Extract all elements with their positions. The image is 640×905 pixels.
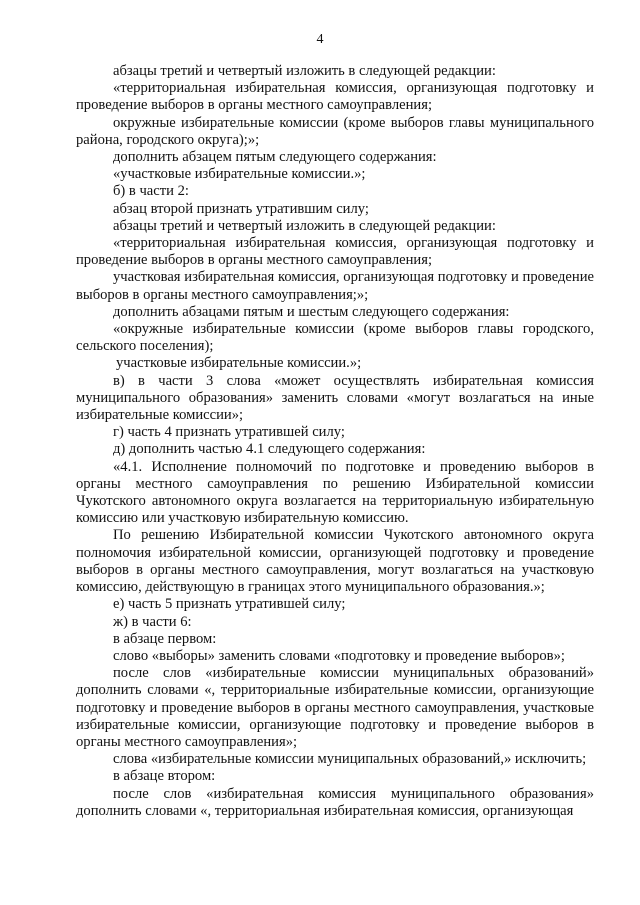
paragraph: б) в части 2: (113, 183, 189, 200)
paragraph: «территориальная избирательная комиссия, организующая подготовку и проведение выборов в органы местного самоуправления; (76, 235, 594, 269)
paragraph: окружные избирательные комиссии (кроме выборов главы муниципального района, городского округа);»; (76, 114, 594, 148)
paragraph: абзацы третий и четвертый изложить в следующей редакции: (113, 63, 496, 79)
paragraph: «окружные избирательные комиссии (кроме выборов главы городского, сельского поселения); (76, 321, 594, 355)
paragraph: в абзаце втором: (113, 768, 216, 785)
paragraph: в абзаце первом: (113, 630, 217, 647)
paragraph: По решению Избирательной комиссии Чукотского автономного округа полномочия избирательной комиссии, организующей подготовку и проведение выборов в органы местного самоуправления, могут возлагаться на участковую комиссию, действующую в границах этого муниципального образования.»; (76, 527, 594, 596)
paragraph: слово «выборы» заменить словами «подготовку и проведение выборов»; (113, 647, 565, 664)
paragraph: после слов «избирательные комиссии муниципальных образований» дополнить словами «, территориальные избирательные комиссии, организующие подготовку и проведение выборов в органы местного самоуправления, участковые избирательные комиссии, организующие подготовку и проведение выборов в органы местного самоуправления»; (76, 665, 594, 750)
paragraph: «4.1. Исполнение полномочий по подготовке и проведению выборов в органы местного самоуправления по решению Избирательной комиссии Чукотского автономного округа возлагается на территориальную избирательную комиссию или участковую избирательную комиссию. (76, 458, 594, 527)
paragraph: г) часть 4 признать утратившей силу; (113, 424, 345, 441)
paragraph: ж) в части 6: (113, 613, 192, 630)
paragraph: «участковые избирательные комиссии.»; (113, 166, 366, 183)
document-body (76, 63, 594, 820)
paragraph: дополнить абзацами пятым и шестым следующего содержания: (113, 303, 510, 320)
paragraph: участковая избирательная комиссия, организующая подготовку и проведение выборов в органы местного самоуправления;»; (76, 269, 594, 303)
paragraph: дополнить абзацем пятым следующего содержания: (113, 149, 437, 166)
paragraph: е) часть 5 признать утратившей силу; (113, 596, 346, 613)
paragraph: в) в части 3 слова «может осуществлять избирательная комиссия муниципального образования» заменить словами «могут возлагаться на иные избирательные комиссии»; (76, 372, 594, 424)
page-number: 4 (316, 32, 324, 47)
paragraph: д) дополнить частью 4.1 следующего содержания: (113, 441, 426, 458)
paragraph: абзац второй признать утратившим силу; (113, 200, 369, 217)
paragraph: слова «избирательные комиссии муниципальных образований,» исключить; (113, 751, 587, 768)
paragraph: после слов «избирательная комиссия муниципального образования» дополнить словами «, территориальная избирательная комиссия, организующая (76, 785, 594, 819)
paragraph: абзацы третий и четвертый изложить в следующей редакции: (113, 217, 496, 234)
paragraph: участковые избирательные комиссии.»; (116, 355, 362, 372)
paragraph: «территориальная избирательная комиссия, организующая подготовку и проведение выборов в органы местного самоуправления; (76, 80, 594, 114)
